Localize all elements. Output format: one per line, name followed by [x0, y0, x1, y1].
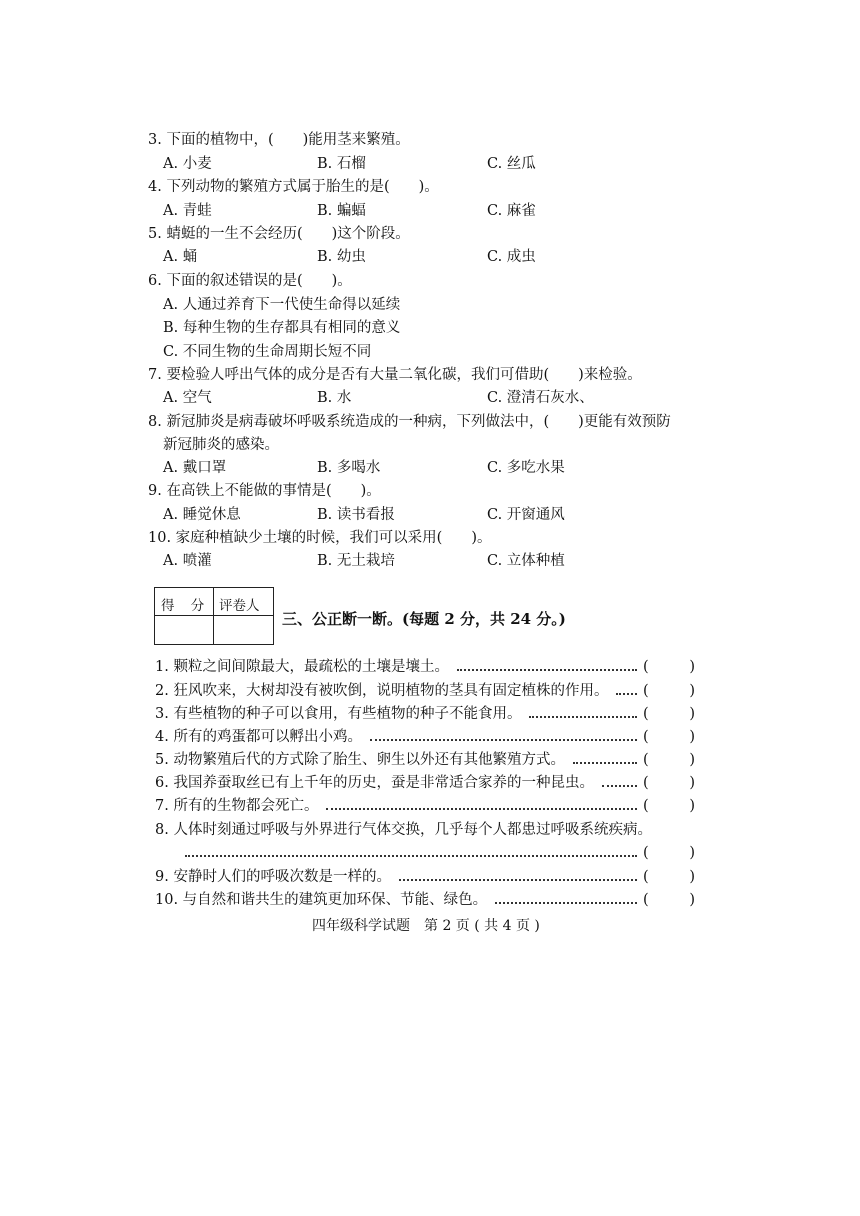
- tf-item-text: 4. 所有的鸡蛋都可以孵出小鸡。: [155, 729, 362, 745]
- answer-parentheses[interactable]: ( ): [643, 892, 695, 908]
- tf-item-8-answer-line: [185, 846, 695, 861]
- question-3-stem: 3. 下面的植物中，( )能用茎来繁殖。: [148, 132, 410, 148]
- question-9-option-b: B. 读书看报: [317, 507, 395, 523]
- answer-parentheses[interactable]: ( ): [643, 798, 695, 814]
- question-7-option-c: C. 澄清石灰水、: [487, 390, 594, 406]
- question-8-option-a: A. 戴口罩: [163, 460, 227, 476]
- tf-item-text: 9. 安静时人们的呼吸次数是一样的。: [155, 869, 391, 885]
- score-box: [154, 587, 274, 645]
- grader-label: 评卷人: [219, 598, 260, 614]
- answer-parentheses[interactable]: ( ): [643, 706, 695, 722]
- leader-dots: [399, 879, 637, 881]
- tf-item-text: 7. 所有的生物都会死亡。: [155, 798, 319, 814]
- tf-item-2: [155, 684, 695, 699]
- question-9-stem: 9. 在高铁上不能做的事情是( )。: [148, 483, 381, 499]
- tf-item-10: [155, 893, 695, 908]
- question-5-option-a: A. 蛹: [163, 249, 198, 265]
- question-9-option-c: C. 开窗通风: [487, 507, 565, 523]
- tf-item-text: 5. 动物繁殖后代的方式除了胎生、卵生以外还有其他繁殖方式。: [155, 752, 565, 768]
- question-10-option-a: A. 喷灌: [163, 553, 212, 569]
- tf-item-text: 6. 我国养蚕取丝已有上千年的历史，蚕是非常适合家养的一种昆虫。: [155, 775, 594, 791]
- tf-item-text: 2. 狂风吹来，大树却没有被吹倒，说明植物的茎具有固定植株的作用。: [155, 683, 609, 699]
- leader-dots: [370, 739, 637, 741]
- question-3-option-b: B. 石榴: [317, 156, 366, 172]
- question-8-option-b: B. 多喝水: [317, 460, 381, 476]
- leader-dots: [185, 855, 637, 857]
- answer-parentheses[interactable]: ( ): [643, 752, 695, 768]
- answer-parentheses[interactable]: ( ): [643, 869, 695, 885]
- section-3-title: 三、公正断一断。(每题 2 分，共 24 分。): [282, 610, 566, 628]
- leader-dots: [495, 902, 637, 904]
- tf-item-7: [155, 799, 695, 814]
- question-6-option-b: B. 每种生物的生存都具有相同的意义: [163, 320, 401, 336]
- question-7-option-b: B. 水: [317, 390, 352, 406]
- question-3-option-a: A. 小麦: [163, 156, 212, 172]
- tf-item-3: [155, 707, 695, 722]
- tf-item-4: [155, 730, 695, 745]
- leader-dots: [529, 716, 637, 718]
- answer-parentheses[interactable]: ( ): [643, 659, 695, 675]
- tf-item-9: [155, 870, 695, 885]
- answer-parentheses[interactable]: ( ): [643, 845, 695, 861]
- question-10-option-c: C. 立体种植: [487, 553, 565, 569]
- tf-item-text: 10. 与自然和谐共生的建筑更加环保、节能、绿色。: [155, 892, 488, 908]
- question-6-option-c: C. 不同生物的生命周期长短不同: [163, 344, 372, 360]
- leader-dots: [457, 669, 637, 671]
- leader-dots: [616, 693, 637, 695]
- question-4-stem: 4. 下列动物的繁殖方式属于胎生的是( )。: [148, 179, 439, 195]
- tf-item-6: [155, 776, 695, 791]
- tf-item-1: [155, 660, 695, 675]
- score-label: 得 分: [161, 598, 211, 614]
- question-4-option-b: B. 蝙蝠: [317, 203, 366, 219]
- question-6-option-a: A. 人通过养育下一代使生命得以延续: [163, 297, 401, 313]
- question-5-stem: 5. 蜻蜓的一生不会经历( )这个阶段。: [148, 226, 410, 242]
- answer-parentheses[interactable]: ( ): [643, 729, 695, 745]
- question-8-stem-line1: 8. 新冠肺炎是病毒破坏呼吸系统造成的一种病，下列做法中，( )更能有效预防: [148, 414, 671, 430]
- question-10-stem: 10. 家庭种植缺少土壤的时候，我们可以采用( )。: [148, 530, 492, 546]
- tf-item-text: 1. 颗粒之间间隙最大，最疏松的土壤是壤土。: [155, 659, 449, 675]
- question-4-option-a: A. 青蛙: [163, 203, 212, 219]
- tf-item-5: [155, 753, 695, 768]
- leader-dots: [326, 808, 637, 810]
- question-8-option-c: C. 多吃水果: [487, 460, 565, 476]
- tf-item-8: [155, 823, 695, 838]
- question-10-option-b: B. 无土栽培: [317, 553, 395, 569]
- answer-parentheses[interactable]: ( ): [643, 683, 695, 699]
- page-footer: 四年级科学试题 第 2 页 ( 共 4 页 ): [312, 918, 540, 934]
- leader-dots: [602, 785, 637, 787]
- question-4-option-c: C. 麻雀: [487, 203, 536, 219]
- question-7-option-a: A. 空气: [163, 390, 212, 406]
- leader-dots: [573, 762, 637, 764]
- question-9-option-a: A. 睡觉休息: [163, 507, 241, 523]
- question-8-stem-line2: 新冠肺炎的感染。: [163, 437, 279, 453]
- question-5-option-c: C. 成虫: [487, 249, 536, 265]
- tf-item-text: 8. 人体时刻通过呼吸与外界进行气体交换，几乎每个人都患过呼吸系统疾病。: [155, 822, 652, 838]
- question-5-option-b: B. 幼虫: [317, 249, 366, 265]
- tf-item-text: 3. 有些植物的种子可以食用，有些植物的种子不能食用。: [155, 706, 522, 722]
- answer-parentheses[interactable]: ( ): [643, 775, 695, 791]
- question-3-option-c: C. 丝瓜: [487, 156, 536, 172]
- question-6-stem: 6. 下面的叙述错误的是( )。: [148, 273, 352, 289]
- score-box-divider: [213, 588, 214, 644]
- question-7-stem: 7. 要检验人呼出气体的成分是否有大量二氧化碳，我们可借助( )来检验。: [148, 367, 642, 383]
